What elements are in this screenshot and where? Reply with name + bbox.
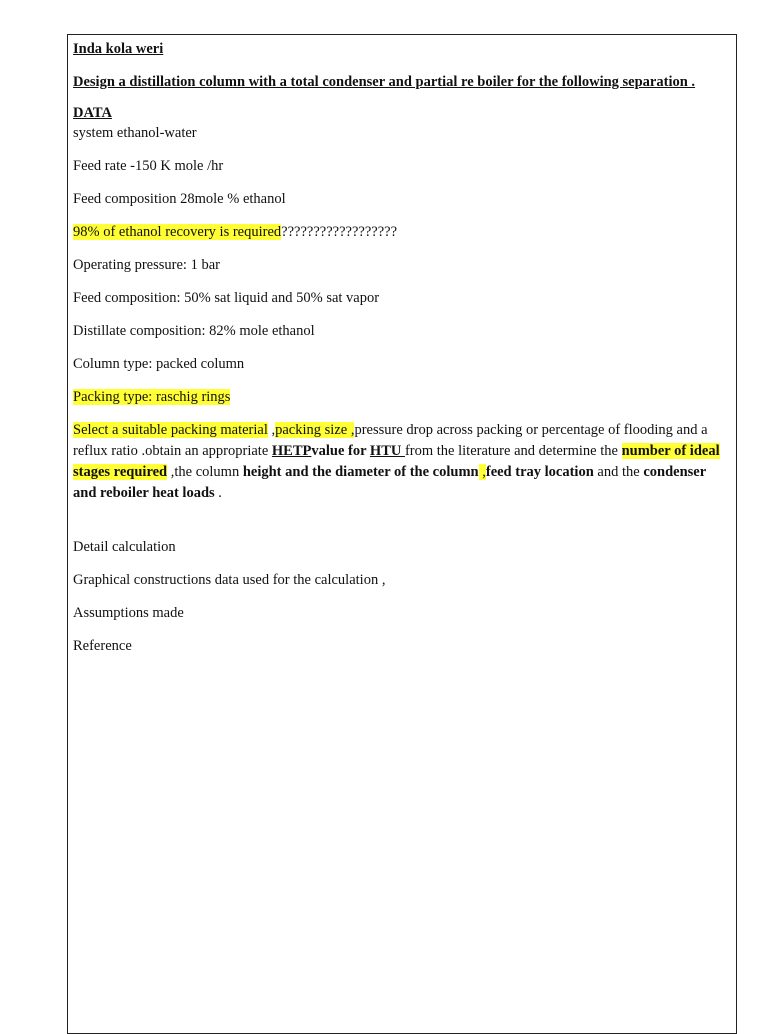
instr-pressure-drop: pressure drop across packing or percentage of flooding and a reflux ratio .obtain an appropriate: [73, 422, 708, 459]
instr-packing-material: Select a suitable packing material: [73, 422, 268, 438]
instr-height-diameter: height and the diameter of the column: [242, 464, 479, 480]
author-name: Inda kola weri: [73, 41, 164, 57]
instr-ideal-stages: number of ideal stages required: [73, 443, 720, 480]
deliverable-graphical-constructions: Graphical constructions data used for the calculation ,: [73, 572, 386, 588]
distillate-composition: Distillate composition: 82% mole ethanol: [73, 323, 315, 339]
instr-htu: HTU: [369, 443, 405, 459]
operating-pressure: Operating pressure: 1 bar: [73, 257, 220, 273]
instr-the-column: ,the column: [167, 464, 243, 480]
recovery-suffix: ??????????????????: [281, 224, 398, 240]
packing-type: [73, 387, 726, 407]
deliverable-assumptions: Assumptions made: [73, 605, 184, 621]
instructions-paragraph: [73, 420, 726, 504]
system-line: system ethanol-water: [73, 125, 197, 141]
instr-end: .: [214, 485, 222, 501]
data-heading: DATA: [73, 105, 112, 121]
spacer: [73, 517, 726, 537]
instr-feed-tray: feed tray location: [485, 464, 594, 480]
packing-type-highlight: Packing type: raschig rings: [73, 389, 231, 405]
instr-sep-2: ,: [478, 464, 486, 480]
feed-rate: Feed rate -150 K mole /hr: [73, 158, 224, 174]
instr-literature: from the literature and determine the: [404, 443, 622, 459]
instr-hetp: HETP: [271, 443, 312, 459]
column-type: Column type: packed column: [73, 356, 245, 372]
recovery-requirement: [73, 222, 726, 242]
task-heading: Design a distillation column with a total condenser and partial re boiler for the following separation .: [73, 74, 696, 90]
instr-heat-loads: condenser and reboiler heat loads: [73, 464, 706, 501]
instr-sep-1: ,: [267, 422, 276, 438]
instr-value-for: value for: [311, 443, 370, 459]
recovery-highlight: 98% of ethanol recovery is required: [73, 224, 282, 240]
document-frame: [67, 34, 737, 1034]
deliverable-reference: Reference: [73, 638, 132, 654]
feed-condition: Feed composition: 50% sat liquid and 50% sat vapor: [73, 290, 380, 306]
feed-composition: Feed composition 28mole % ethanol: [73, 191, 286, 207]
instr-packing-size: packing size ,: [275, 422, 355, 438]
deliverable-detail-calculation: Detail calculation: [73, 539, 176, 555]
document-content: [73, 39, 726, 669]
instr-and-the: and the: [593, 464, 644, 480]
